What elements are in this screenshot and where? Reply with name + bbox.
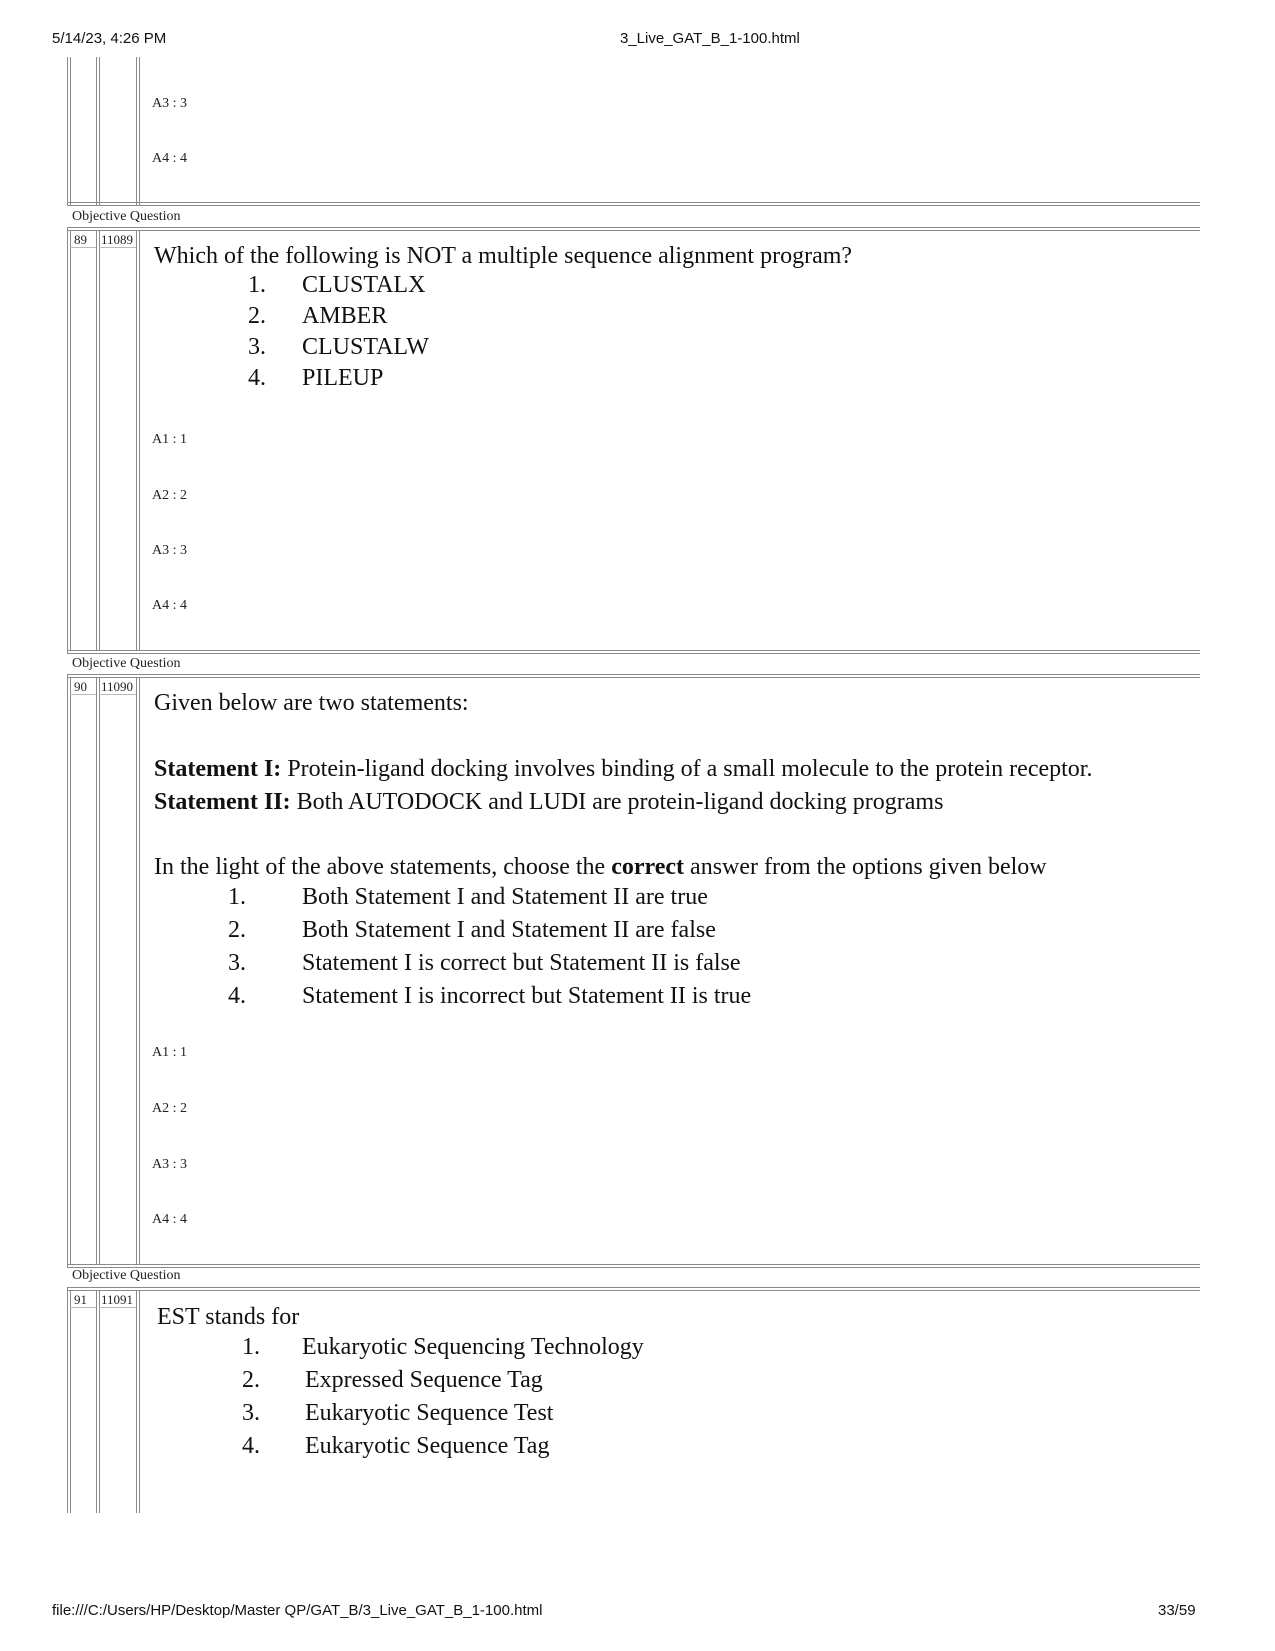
option-text: Expressed Sequence Tag	[305, 1367, 543, 1393]
question-serial: 89	[74, 232, 87, 247]
section-label: Objective Question	[72, 209, 181, 224]
option-number: 3.	[248, 334, 266, 360]
option-number: 1.	[248, 272, 266, 298]
option-text: CLUSTALW	[302, 334, 429, 360]
option-text: Statement I is incorrect but Statement II is true	[302, 983, 752, 1009]
question-text: EST stands for	[157, 1304, 300, 1330]
section-label: Objective Question	[72, 1268, 181, 1283]
question-id: 11091	[101, 1292, 134, 1307]
statement-1-text: Protein-ligand docking involves binding of a small molecule to the protein receptor.	[281, 756, 1093, 782]
answer-option: A3 : 3	[152, 543, 187, 558]
statement-2	[154, 786, 943, 819]
option-number: 4.	[242, 1433, 260, 1459]
option-text: AMBER	[302, 303, 388, 329]
question-text: Which of the following is NOT a multiple sequence alignment program?	[154, 243, 853, 269]
print-title: 3_Live_GAT_B_1-100.html	[620, 30, 800, 47]
option-text: Eukaryotic Sequence Tag	[305, 1433, 550, 1459]
print-page-number: 33/59	[1158, 1602, 1196, 1619]
statement-1	[154, 753, 1092, 786]
option-number: 3.	[242, 1400, 260, 1426]
question-id: 11090	[101, 679, 134, 694]
option-number: 1.	[228, 884, 246, 910]
statement-1-label: Statement I:	[154, 756, 282, 782]
answer-option: A2 : 2	[152, 488, 187, 503]
option-number: 3.	[228, 950, 246, 976]
question-prompt	[154, 851, 1047, 884]
question-id: 11089	[101, 232, 134, 247]
option-number: 1.	[242, 1334, 260, 1360]
answer-option: A2 : 2	[152, 1101, 187, 1116]
answer-option: A3 : 3	[152, 96, 187, 111]
prompt-bold-word: correct	[611, 854, 685, 880]
option-text: CLUSTALX	[302, 272, 426, 298]
option-text: PILEUP	[302, 365, 384, 391]
option-number: 4.	[248, 365, 266, 391]
answer-option: A3 : 3	[152, 1157, 187, 1172]
section-label: Objective Question	[72, 656, 181, 671]
answer-option: A4 : 4	[152, 1212, 187, 1227]
option-text: Statement I is correct but Statement II is false	[302, 950, 741, 976]
option-text: Both Statement I and Statement II are true	[302, 884, 708, 910]
statement-2-label: Statement II:	[154, 789, 291, 815]
question-serial: 90	[74, 679, 87, 694]
option-number: 2.	[242, 1367, 260, 1393]
prompt-text: In the light of the above statements, choose the	[154, 854, 612, 880]
question-serial: 91	[74, 1292, 87, 1307]
option-text: Eukaryotic Sequence Test	[305, 1400, 554, 1426]
statement-2-text: Both AUTODOCK and LUDI are protein-ligand docking programs	[290, 789, 944, 815]
answer-option: A4 : 4	[152, 151, 187, 166]
answer-option: A1 : 1	[152, 432, 187, 447]
print-datetime: 5/14/23, 4:26 PM	[52, 30, 167, 47]
option-number: 2.	[228, 917, 246, 943]
option-number: 4.	[228, 983, 246, 1009]
prompt-text: answer from the options given below	[684, 854, 1047, 880]
answer-option: A4 : 4	[152, 598, 187, 613]
option-number: 2.	[248, 303, 266, 329]
question-intro: Given below are two statements:	[154, 690, 469, 716]
option-text: Eukaryotic Sequencing Technology	[302, 1334, 644, 1360]
answer-option: A1 : 1	[152, 1045, 187, 1060]
print-file-path: file:///C:/Users/HP/Desktop/Master QP/GAT_B/3_Live_GAT_B_1-100.html	[52, 1602, 543, 1619]
option-text: Both Statement I and Statement II are false	[302, 917, 716, 943]
